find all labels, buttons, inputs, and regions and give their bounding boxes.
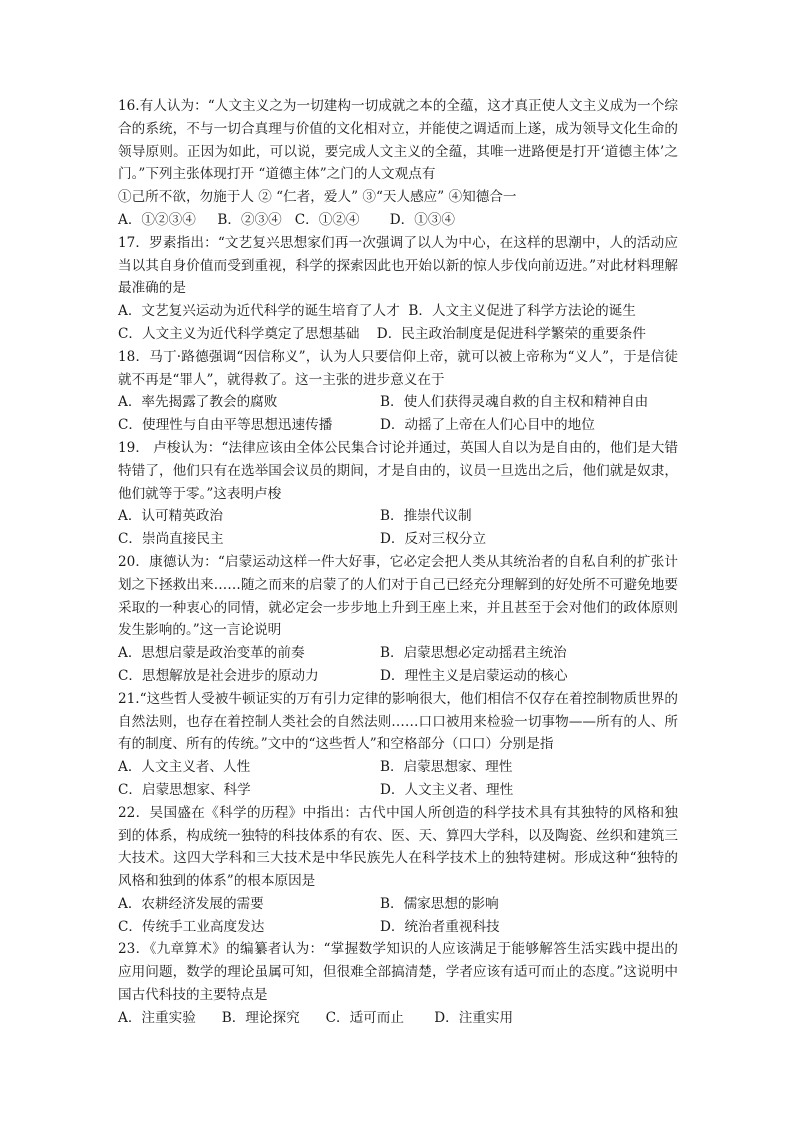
option-row (118, 391, 678, 414)
question-stem: 19． 卢梭认为：“法律应该由全体公民集合讨论并通过，英国人自以为是自由的，他们是大错特错了，他们只有在选举国会议员的期间，才是自由的，议员一旦选出之后，他们就是奴隶，他们就等于零。”这表明卢梭 (118, 439, 678, 502)
option-a: A．农耕经济发展的需要 (118, 895, 264, 912)
question-stem: 17．罗素指出：“文艺复兴思想家们再一次强调了以人为中心，在这样的思潮中，人的活动应当以其自身价值而受到重视，科学的探索因此也开始以新的惊人步伐向前迈进。”对此材料理解最准确的是 (118, 234, 678, 297)
option-a: A．人文主义者、人性 (118, 759, 251, 776)
question-22 (118, 802, 678, 939)
option-a: A．文艺复兴运动为近代科学的诞生培育了人才 (118, 303, 400, 320)
option-a: A．思想启蒙是政治变革的前奏 (118, 645, 305, 662)
question-stem: 22．吴国盛在《科学的历程》中指出：古代中国人所创造的科学技术具有其独特的风格和独到的体系，构成统一独特的科技体系的有农、医、天、算四大学科，以及陶瓷、丝织和建筑三大技术。这四大学科和三大技术是中华民族先人在科学技术上的独特建树。形成这种“独特的风格和独到的体系”的根本原因是 (118, 804, 678, 890)
question-23 (118, 938, 678, 1029)
option-b: B．儒家思想的影响 (380, 895, 499, 912)
option-c: C．使理性与自由平等思想迅速传播 (118, 417, 333, 434)
option-row (118, 642, 678, 665)
option-c: C．崇尚直接民主 (118, 531, 224, 548)
option-row (118, 893, 678, 916)
option-d: D．民主政治制度是促进科学繁荣的重要条件 (376, 325, 646, 342)
option-line: A．注重实验 B．理论探究 C．适可而止 D．注重实用 (118, 1009, 514, 1026)
option-b: B．人文主义促进了科学方法论的诞生 (408, 303, 636, 320)
option-row (118, 665, 678, 688)
option-d: D．反对三权分立 (380, 531, 487, 548)
option-line: A．①②③④ B．②③④ C．①②④ D．①③④ (118, 211, 456, 228)
option-d: D．动摇了上帝在人们心目中的地位 (380, 417, 595, 434)
option-b: B．使人们获得灵魂自救的自主权和精神自由 (380, 394, 649, 411)
option-c: C．思想解放是社会进步的原动力 (118, 667, 319, 684)
question-21 (118, 688, 678, 802)
option-row (118, 323, 678, 346)
question-stem: 18．马丁·路德强调“因信称义”，认为人只要信仰上帝，就可以被上帝称为“义人”，于是信徒就不再是“罪人”，就得救了。这一主张的进步意义在于 (118, 348, 678, 388)
question-stem: 23．《九章算术》的编纂者认为：“掌握数学知识的人应该满足于能够解答生活实践中提出的应用问题，数学的理论虽属可知，但很难全部搞清楚，学者应该有适可而止的态度。”这说明中国古代科技的主要特点是 (118, 941, 678, 1004)
question-16 (118, 95, 678, 232)
option-d: D．统治者重视科技 (380, 918, 500, 935)
option-c: C．传统手工业高度发达 (118, 918, 265, 935)
option-b: B．推崇代议制 (380, 508, 472, 525)
option-c: C．启蒙思想家、科学 (118, 781, 251, 798)
question-17 (118, 232, 678, 346)
option-row (118, 505, 678, 528)
question-stem: 16.有人认为：“人文主义之为一切建构一切成就之本的全蕴，这才真正使人文主义成为一个综合的系统，不与一切合真理与价值的文化相对立，并能使之调适而上遂，成为领导文化生命的领导原则。正因为如此，可以说，要完成人文主义的全蕴，其唯一进路便是打开‘道德主体’之门。”下列主张体现打开 “道德主体”之门的人文观点有 (118, 98, 678, 183)
option-b: B．启蒙思想必定动摇君主统治 (380, 645, 567, 662)
option-c: C．人文主义为近代科学奠定了思想基础 (118, 325, 360, 342)
option-row (118, 528, 678, 551)
option-row (118, 414, 678, 437)
question-19 (118, 437, 678, 551)
option-a: A．率先揭露了教会的腐败 (118, 394, 278, 411)
question-stem: 20．康德认为：“启蒙运动这样一件大好事，它必定会把人类从其统治者的自私自利的扩张计划之下拯救出来……随之而来的启蒙了的人们对于自己已经充分理解到的好处所不可避免地要采取的一种衷心的同情，就必定会一步步地上升到王座上来，并且甚至于会对他们的政体原则发生影响的。”这一言论说明 (118, 553, 678, 639)
statement-list: ①己所不欲，勿施于人 ② “仁者，爱人” ③“天人感应” ④知德合一 (118, 189, 517, 206)
option-b: B．启蒙思想家、理性 (380, 759, 513, 776)
option-row (118, 756, 678, 779)
exam-page (118, 95, 678, 1030)
question-18 (118, 346, 678, 437)
option-d: D．理性主义是启蒙运动的核心 (380, 667, 568, 684)
option-a: A．认可精英政治 (118, 508, 223, 525)
question-20 (118, 551, 678, 688)
question-stem: 21.“这些哲人受被牛顿证实的万有引力定律的影响很大，他们相信不仅存在着控制物质世界的自然法则，也存在着控制人类社会的自然法则……口口被用来检验一切事物——所有的人、所有的制度、所有的传统。”文中的“这些哲人”和空格部分（口口）分别是指 (118, 690, 678, 753)
option-d: D．人文主义者、理性 (380, 781, 514, 798)
option-row (118, 916, 678, 939)
option-row (118, 300, 678, 323)
option-row (118, 779, 678, 802)
